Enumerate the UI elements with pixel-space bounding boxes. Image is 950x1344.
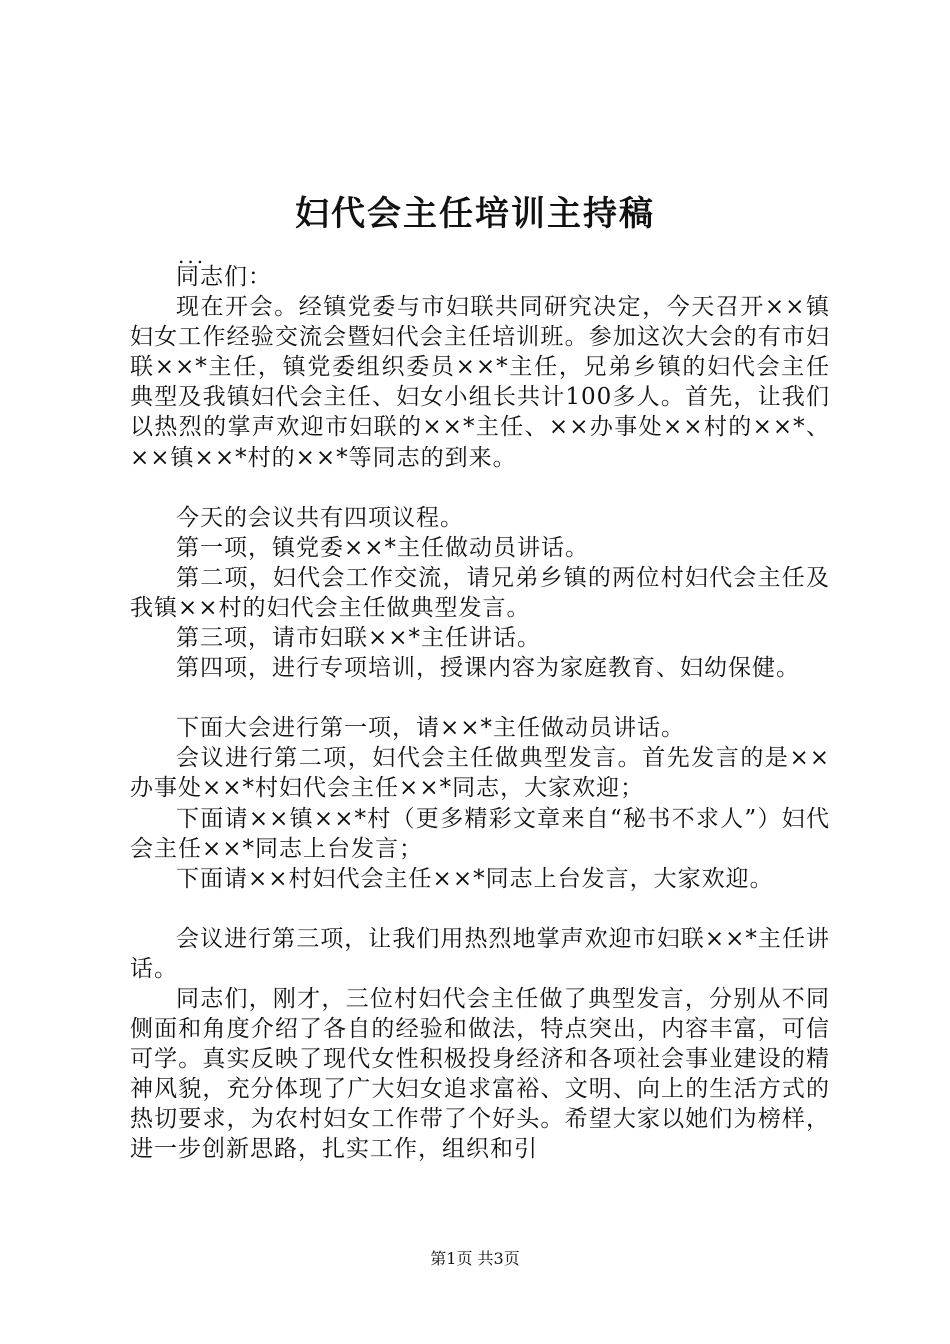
paragraph: 下面大会进行第一项，请××*主任做动员讲话。: [176, 715, 686, 742]
paragraph: 现在开会。经镇党委与市妇联共同研究决定，今天召开××镇妇女工作经验交流会暨妇代会主任培训班。参加这次大会的有市妇联××*主任，镇党委组织委员××*主任，兄弟乡镇的妇代会主任典型及我镇妇代会主任、妇女小组长共计100多人。首先，让我们以热烈的掌声欢迎市妇联的××*主任、××办事处××村的××*、××镇××*村的××*等同志的到来。: [130, 294, 830, 471]
paragraph: 会议进行第三项，让我们用热烈地掌声欢迎市妇联××*主任讲话。: [130, 925, 830, 982]
blank-line: [130, 894, 830, 924]
ellipsis-mark: ...: [178, 244, 207, 268]
paragraph: 同志们：: [176, 264, 272, 290]
blank-line: [130, 473, 830, 503]
paragraph: 第四项，进行专项培训，授课内容为家庭教育、妇幼保健。: [176, 655, 800, 682]
document-body: [130, 262, 830, 1165]
paragraph: 同志们，刚才，三位村妇代会主任做了典型发言，分别从不同侧面和角度介绍了各自的经验和做法，特点突出，内容丰富，可信可学。真实反映了现代女性积极投身经济和各项社会事业建设的精神风貌，充分体现了广大妇女追求富裕、文明、向上的生活方式的热切要求，为农村妇女工作带了个好头。希望大家以她们为榜样，进一步创新思路，扎实工作，组织和引: [130, 985, 830, 1163]
page-footer: 第1页 共3页: [430, 1249, 520, 1268]
document-title: 妇代会主任培训主持稿: [295, 194, 655, 234]
paragraph: 下面请××镇××*村（更多精彩文章来自“秘书不求人”）妇代会主任××*同志上台发言；: [130, 805, 830, 862]
paragraph: 第三项，请市妇联××*主任讲话。: [176, 625, 542, 652]
paragraph: 今天的会议共有四项议程。: [176, 504, 464, 531]
paragraph: 第一项，镇党委××*主任做动员讲话。: [176, 534, 590, 561]
paragraph: 下面请××村妇代会主任××*同志上台发言，大家欢迎。: [176, 865, 774, 892]
blank-line: [130, 683, 830, 713]
paragraph: 第二项，妇代会工作交流，请兄弟乡镇的两位村妇代会主任及我镇××村的妇代会主任做典型发言。: [130, 564, 830, 621]
paragraph: 会议进行第二项，妇代会主任做典型发言。首先发言的是××办事处××*村妇代会主任××*同志，大家欢迎；: [130, 745, 830, 802]
